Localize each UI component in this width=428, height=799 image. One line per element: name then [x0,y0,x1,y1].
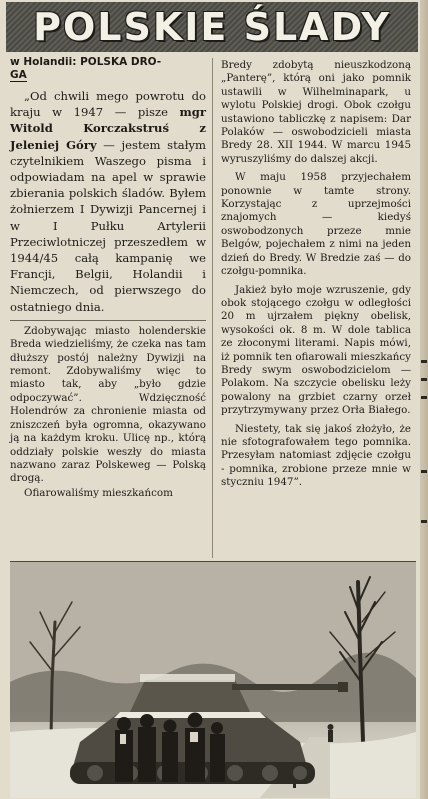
left-column [10,56,206,500]
column-divider [212,58,213,558]
article-headline [10,56,206,82]
body-paragraph: Zdobywając miasto holenderskie Breda wiedzieliśmy, że czeka nas tam dłuższy postój należny Dywizji na remont. Zdobywaliśmy więc to miasto tak, aby „było gdzie odpoczywać”. Wdzięczność Holendrów za chronienie miasta od zniszczeń była ogromna, okazywano ją na każdym kroku. Ulicę np., którą oddziały polskie weszły do miasta nazwano zaraz Polskeweg — Polską drogą. [10,324,206,485]
body-paragraph: Ofiarowaliśmy mieszkańcom [24,486,173,499]
adjacent-page-edge [420,0,428,799]
photo-illustration [10,562,416,798]
lead-text-1: „Od chwili mego powrotu do kraju w 1947 — pisze [10,89,206,120]
body-paragraph: Bredy zdobytą nieuszkodzoną „Panterę”, którą oni jako pomnik ustawili w Wilhelminapark, u wylotu Polskiej drogi. Obok czołgu ustawiono tabliczkę z napisem: Dar Polaków — oswobodzicieli miasta Bredy 28. XII 1944. W marcu 1945 wyruszyliśmy do dalszej akcji. [221,59,411,165]
lead-text-2: — jestem stałym czytelnikiem Waszego pisma i odpowiadam na apel w sprawie zbierania polskich śladów. Byłem żołnierzem I Dywizji Pancernej i w I Pułku Artylerii Przeciwlotniczej przeszedłem w 1944/45 całą kampanię we Francji, Belgii, Holandii i Niemczech, od pierwszego do ostatniego dnia. [10,137,206,314]
right-column [221,59,411,490]
body-paragraph: Niestety, tak się jakoś złożyło, że nie sfotografowałem tego pomnika. Przesyłam natomiast zdjęcie czołgu - pomnika, zrobione przeze mnie w styczniu 1947”. [221,422,411,489]
masthead-banner [6,2,418,52]
body-paragraph: Jakież było moje wzruszenie, gdy obok stojącego czołgu w odległości 20 m ujrzałem piękny obelisk, wysokości ok. 8 m. W dole tablica ze złoconymi literami. Napis mówi, iż pomnik ten ofiarowali mieszkańcy Bredy swym oswobodzicielom — Polakom. Na szczycie obelisku leży powalony na grzbiet czarny orzeł przytrzymywany przez Orła Białego. [221,283,411,417]
headline-line-2: GA [10,69,27,81]
headline-line-1: w Holandii: POLSKA DRO- [10,56,162,68]
tank-monument-photo [10,561,416,798]
lead-separator [10,320,206,321]
body-paragraph: W maju 1958 przyjechałem ponownie w tamte strony. Korzystając z uprzejmości znajomych — kiedyś oswobodzonych przeze mnie Belgów, pojechałem z nimi na jeden dzień do Bredy. W Bredzie zaś — do czołgu-pomnika. [221,171,411,278]
lead-paragraph [10,88,206,315]
author-name: mgr Witold Korczakstruś z Jeleniej Góry [10,105,206,152]
masthead-title: POLSKIE ŚLADY [33,5,391,49]
